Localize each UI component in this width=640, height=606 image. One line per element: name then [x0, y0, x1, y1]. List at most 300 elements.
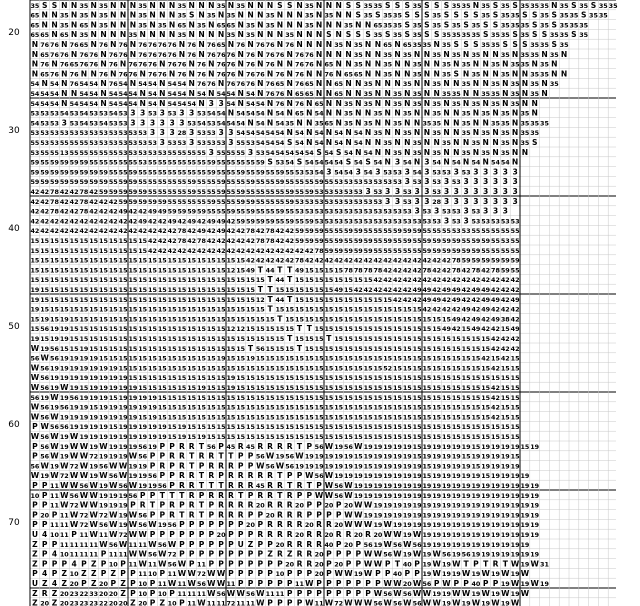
grid-cell: 59 [314, 237, 324, 245]
grid-cell: S [522, 10, 528, 20]
grid-cell: 42 [226, 237, 236, 245]
grid-cell: 19 [99, 364, 108, 373]
grid-cell: 42 [510, 305, 520, 314]
grid-cell: 53 [118, 109, 128, 118]
grid-cell: 56 [40, 364, 50, 373]
grid-cell: 56 [40, 403, 50, 412]
grid-cell: 19 [79, 413, 89, 422]
grid-cell: N [139, 30, 146, 40]
grid-cell: W [128, 549, 138, 559]
grid-cell: W [99, 471, 108, 481]
grid-cell: P [306, 510, 313, 520]
grid-cell: 53 [373, 197, 383, 206]
grid-cell: 35 [373, 31, 383, 40]
grid-cell: P [208, 539, 215, 549]
grid-cell: T [277, 314, 283, 324]
grid-cell: N [482, 118, 489, 128]
grid-cell: 15 [167, 286, 177, 294]
grid-cell: 55 [187, 168, 197, 177]
grid-cell: 12 [236, 325, 246, 334]
grid-cell: 19 [383, 452, 393, 461]
grid-cell: 15 [500, 433, 510, 441]
grid-cell: 76 [265, 90, 275, 98]
grid-cell: 42 [432, 305, 442, 314]
grid-cell: N [404, 89, 411, 98]
grid-cell: 15 [402, 354, 412, 363]
grid-cell: 15 [50, 295, 59, 304]
grid-cell: 15 [304, 344, 314, 353]
grid-cell: 53 [353, 217, 363, 226]
grid-cell: 15 [246, 423, 255, 432]
grid-cell: 76 [197, 60, 206, 69]
grid-cell: 55 [167, 158, 177, 167]
grid-cell: 53 [206, 139, 216, 147]
grid-cell: N [61, 89, 68, 98]
grid-cell: 15 [432, 374, 442, 383]
grid-cell: W [109, 510, 118, 520]
grid-cell: 19 [304, 452, 314, 461]
grid-cell: 15 [79, 305, 89, 314]
grid-cell: 15 [520, 442, 530, 451]
grid-cell: 15 [295, 276, 304, 285]
grid-cell: T [287, 294, 293, 304]
grid-cell: N [335, 20, 342, 30]
grid-cell: 35 [393, 99, 402, 108]
grid-cell: 53 [373, 188, 383, 196]
grid-cell: 35 [197, 21, 206, 30]
grid-cell: 3 [483, 187, 489, 196]
grid-cell: 35 [79, 11, 89, 20]
grid-cell: N [70, 30, 78, 40]
grid-cell: N [276, 59, 284, 69]
grid-cell: 56 [412, 599, 422, 606]
grid-cell: 15 [393, 364, 402, 373]
grid-cell: 15 [442, 403, 451, 412]
grid-cell: 55 [69, 148, 79, 157]
grid-cell: 55 [206, 178, 216, 187]
grid-cell: W [344, 490, 353, 500]
grid-cell: S [531, 20, 538, 30]
grid-cell: 15 [255, 315, 265, 324]
grid-cell: 15 [157, 256, 167, 265]
grid-cell: 35 [530, 90, 540, 98]
grid-cell: 35 [59, 11, 69, 20]
grid-cell: R [41, 588, 48, 598]
grid-cell: 76 [40, 41, 50, 49]
grid-cell: 15 [197, 276, 206, 285]
grid-cell: 15 [461, 452, 471, 461]
grid-cell: 42 [422, 276, 432, 285]
grid-cell: N [257, 59, 264, 69]
grid-cell: 54 [246, 99, 255, 108]
grid-cell: 19 [148, 403, 157, 412]
grid-cell: 42 [510, 344, 520, 353]
grid-cell: 15 [177, 403, 187, 412]
grid-cell: S [404, 20, 411, 30]
grid-cell: 3 [473, 177, 479, 187]
grid-cell: 53 [167, 139, 177, 147]
grid-cell: 35 [236, 1, 246, 10]
grid-cell: 15 [510, 393, 520, 402]
grid-cell: 15 [442, 315, 451, 324]
grid-cell: W [79, 441, 89, 451]
grid-cell: 42 [500, 276, 510, 285]
grid-cell: 78 [177, 237, 187, 245]
grid-cell: N [296, 30, 303, 40]
grid-cell: 19 [461, 540, 471, 549]
grid-cell: N [551, 69, 558, 79]
grid-cell: 35 [363, 80, 373, 89]
grid-cell: 55 [442, 227, 451, 236]
grid-cell: 42 [491, 305, 500, 314]
grid-cell: 3 [189, 138, 195, 147]
grid-cell: 15 [285, 393, 295, 402]
grid-cell: 42 [295, 246, 304, 255]
grid-cell: W [69, 481, 79, 490]
grid-cell: 19 [79, 403, 89, 412]
grid-cell: 53 [500, 237, 510, 245]
grid-cell: 15 [402, 403, 412, 412]
grid-cell: 55 [255, 207, 265, 216]
grid-cell: 42 [402, 295, 412, 304]
grid-cell: 76 [157, 50, 167, 59]
grid-cell: 15 [461, 344, 471, 353]
grid-cell: 15 [363, 335, 373, 343]
grid-cell: P [267, 569, 273, 579]
grid-cell: 15 [304, 266, 314, 275]
grid-cell: 19 [451, 462, 461, 471]
grid-cell: 53 [334, 178, 344, 187]
grid-cell: 76 [79, 60, 89, 69]
grid-cell: 15 [304, 295, 314, 304]
grid-cell: 53 [402, 197, 412, 206]
grid-cell: 15 [187, 354, 197, 363]
grid-cell: 15 [412, 344, 422, 353]
grid-cell: 35 [412, 90, 422, 98]
grid-cell: 3 [463, 206, 469, 216]
grid-cell: 19 [510, 589, 520, 598]
grid-cell: 15 [148, 276, 157, 285]
grid-cell: 20 [324, 501, 334, 510]
grid-cell: 15 [334, 433, 344, 441]
grid-cell: 42 [481, 325, 491, 334]
grid-cell: 35 [471, 21, 481, 30]
grid-cell: P [355, 559, 362, 569]
grid-cell: 59 [99, 188, 108, 196]
grid-cell: N [521, 89, 529, 98]
grid-cell: 55 [393, 237, 402, 245]
grid-cell: 15 [383, 344, 393, 353]
grid-cell: 35 [510, 11, 520, 20]
grid-cell: W [256, 598, 265, 606]
grid-cell: P [110, 579, 117, 588]
grid-cell: 59 [128, 178, 138, 187]
grid-cell: 15 [138, 246, 148, 255]
grid-cell: 15 [226, 335, 236, 343]
grid-cell: 15 [226, 295, 236, 304]
grid-cell: 15 [324, 374, 334, 383]
grid-cell: 42 [30, 207, 40, 216]
grid-cell: 76 [50, 41, 59, 49]
grid-cell: S [365, 157, 371, 167]
grid-cell: 42 [334, 256, 344, 265]
grid-cell: 76 [304, 50, 314, 59]
grid-cell: 15 [226, 276, 236, 285]
grid-cell: 15 [59, 266, 69, 275]
grid-cell: S [365, 30, 371, 40]
grid-cell: 55 [197, 148, 206, 157]
grid-cell: 59 [50, 168, 59, 177]
grid-cell: 15 [177, 344, 187, 353]
grid-cell: 76 [295, 60, 304, 69]
grid-cell: R [296, 481, 303, 490]
grid-cell: 55 [324, 227, 334, 236]
grid-cell: 56 [255, 452, 265, 461]
grid-cell: 15 [197, 393, 206, 402]
grid-cell: R [169, 500, 176, 510]
grid-cell: P [208, 520, 215, 530]
grid-cell: 42 [442, 305, 451, 314]
grid-cell: 20 [324, 531, 334, 539]
grid-cell: 15 [422, 364, 432, 373]
grid-cell: 15 [128, 256, 138, 265]
grid-cell: R [276, 549, 283, 559]
grid-cell: 15 [177, 256, 187, 265]
grid-cell: 19 [226, 374, 236, 383]
grid-cell: P [198, 539, 205, 549]
grid-cell: 19 [520, 472, 530, 481]
grid-cell: 19 [383, 472, 393, 481]
grid-cell: 15 [50, 276, 59, 285]
grid-cell: 19 [128, 384, 138, 392]
grid-cell: 53 [118, 129, 128, 138]
grid-cell: N [335, 98, 342, 108]
grid-cell: 3 [483, 167, 489, 177]
grid-cell: 15 [255, 413, 265, 422]
grid-cell: N [492, 138, 499, 147]
grid-cell: N [364, 128, 372, 138]
grid-cell: 15 [197, 256, 206, 265]
grid-cell: 19 [99, 482, 108, 490]
grid-cell: 15 [197, 344, 206, 353]
grid-cell: 15 [246, 433, 255, 441]
grid-cell: T [238, 490, 244, 500]
grid-cell: 15 [108, 276, 118, 285]
grid-cell: 54 [30, 90, 40, 98]
grid-cell: 15 [334, 335, 344, 343]
grid-cell: P [159, 441, 166, 451]
grid-cell: 55 [216, 207, 226, 216]
grid-cell: 19 [530, 491, 540, 500]
grid-cell: P [335, 588, 342, 598]
grid-cell: 78 [314, 246, 324, 255]
grid-cell: 15 [226, 315, 236, 324]
grid-cell: S [414, 10, 420, 20]
grid-cell: 76 [167, 41, 177, 49]
grid-cell: 42 [442, 276, 451, 285]
grid-cell: 19 [471, 521, 481, 530]
grid-cell: 35 [402, 129, 412, 138]
grid-cell: 54 [285, 158, 295, 167]
grid-cell: P [198, 530, 205, 539]
grid-cell: 15 [108, 393, 118, 402]
grid-cell: P [296, 598, 303, 606]
grid-cell: P [404, 569, 411, 579]
grid-cell: T [218, 481, 224, 490]
grid-cell: 65 [216, 41, 226, 49]
grid-cell: W [89, 481, 98, 490]
grid-cell: 72 [69, 462, 79, 471]
grid-cell: 15 [148, 344, 157, 353]
grid-cell: 54 [40, 90, 50, 98]
grid-cell: N [443, 128, 450, 138]
grid-cell: 15 [285, 325, 295, 334]
grid-cell: 15 [187, 325, 197, 334]
grid-cell: 78 [344, 266, 353, 275]
grid-cell: 15 [285, 354, 295, 363]
grid-cell: P [384, 569, 391, 579]
grid-cell: 15 [167, 433, 177, 441]
grid-cell: N [159, 98, 166, 108]
grid-cell: 35 [402, 50, 412, 59]
grid-cell: 19 [461, 482, 471, 490]
grid-cell: 15 [442, 364, 451, 373]
grid-cell: 15 [226, 256, 236, 265]
grid-cell: 55 [491, 246, 500, 255]
grid-cell: T [159, 490, 165, 500]
grid-cell: 59 [344, 227, 353, 236]
grid-cell: N [51, 20, 58, 30]
grid-cell: 11 [167, 570, 177, 579]
grid-cell: 65 [226, 21, 236, 30]
grid-cell: 15 [246, 315, 255, 324]
grid-cell: 15 [246, 374, 255, 383]
grid-cell: 56 [157, 482, 167, 490]
grid-cell: W [432, 559, 441, 569]
grid-cell: 20 [99, 580, 108, 588]
grid-cell: P [51, 559, 58, 569]
grid-cell: 15 [59, 286, 69, 294]
grid-cell: R [267, 471, 274, 481]
grid-cell: 76 [89, 60, 99, 69]
grid-cell: 53 [255, 148, 265, 157]
grid-cell: 53 [89, 109, 99, 118]
grid-cell: T [208, 481, 214, 490]
grid-cell: 3 [424, 157, 430, 167]
grid-cell: 78 [246, 227, 255, 236]
grid-cell: 55 [69, 139, 79, 147]
grid-cell: W [118, 471, 128, 481]
grid-cell: 19 [89, 462, 99, 471]
grid-cell: 15 [373, 295, 383, 304]
grid-cell: 10 [138, 580, 148, 588]
grid-cell: 55 [246, 188, 255, 196]
grid-cell: S [394, 0, 401, 10]
grid-cell: 35 [461, 109, 471, 118]
grid-cell: 53 [99, 109, 108, 118]
grid-cell: 42 [461, 315, 471, 324]
grid-cell: P [335, 500, 342, 510]
grid-cell: 19 [500, 482, 510, 490]
grid-cell: W [383, 539, 392, 549]
symbol-grid [30, 0, 618, 606]
grid-cell: P [179, 530, 185, 539]
grid-cell: 53 [334, 217, 344, 226]
grid-cell: 59 [491, 256, 500, 265]
grid-cell: N [511, 128, 519, 138]
grid-cell: 15 [157, 364, 167, 373]
grid-cell: 56 [402, 589, 412, 598]
grid-cell: 19 [324, 452, 334, 461]
grid-cell: N [423, 98, 431, 108]
grid-cell: 19 [432, 540, 442, 549]
grid-cell: R [267, 520, 274, 530]
grid-cell: 15 [265, 364, 275, 373]
grid-cell: 53 [412, 178, 422, 187]
grid-cell: R [237, 441, 244, 451]
grid-cell: 55 [187, 197, 197, 206]
grid-cell: 15 [206, 364, 216, 373]
grid-cell: 76 [138, 60, 148, 69]
grid-cell: W [79, 461, 89, 471]
grid-cell: P [492, 579, 499, 588]
grid-cell: N [482, 79, 489, 89]
grid-cell: 42 [128, 207, 138, 216]
grid-cell: 19 [500, 442, 510, 451]
grid-cell: 78 [50, 207, 59, 216]
grid-cell: 56 [40, 452, 50, 461]
grid-cell: 55 [363, 227, 373, 236]
grid-cell: 15 [314, 315, 324, 324]
grid-cell: W [481, 588, 490, 598]
grid-cell: R [237, 481, 244, 490]
grid-cell: 59 [79, 158, 89, 167]
grid-cell: 53 [157, 148, 167, 157]
grid-cell: 15 [265, 413, 275, 422]
grid-cell: 42 [481, 315, 491, 324]
grid-cell: 19 [334, 442, 344, 451]
grid-cell: 55 [295, 188, 304, 196]
grid-cell: 15 [344, 384, 353, 392]
grid-cell: P [81, 579, 87, 588]
grid-cell: Z [32, 598, 38, 606]
grid-cell: 19 [520, 511, 530, 520]
grid-cell: 15 [157, 295, 167, 304]
grid-cell: P [149, 510, 156, 520]
grid-cell: 15 [226, 364, 236, 373]
grid-cell: 59 [442, 246, 451, 255]
row-label: 40 [8, 224, 20, 235]
grid-cell: 19 [481, 540, 491, 549]
grid-cell: 35 [559, 31, 569, 40]
grid-cell: 76 [255, 41, 265, 49]
grid-cell: P [51, 569, 58, 579]
grid-cell: N [159, 89, 166, 98]
grid-cell: 76 [108, 80, 118, 89]
grid-cell: 54 [197, 119, 206, 128]
grid-cell: R [169, 510, 176, 520]
grid-cell: W [412, 588, 422, 598]
grid-cell: R [335, 530, 342, 539]
grid-cell: 15 [412, 364, 422, 373]
grid-cell: P [247, 461, 254, 471]
grid-cell: N [159, 79, 166, 89]
grid-cell: P [228, 549, 234, 559]
grid-cell: 54 [50, 90, 59, 98]
grid-cell: N [188, 0, 195, 10]
grid-cell: 56 [442, 550, 451, 559]
grid-cell: 19 [540, 580, 549, 588]
